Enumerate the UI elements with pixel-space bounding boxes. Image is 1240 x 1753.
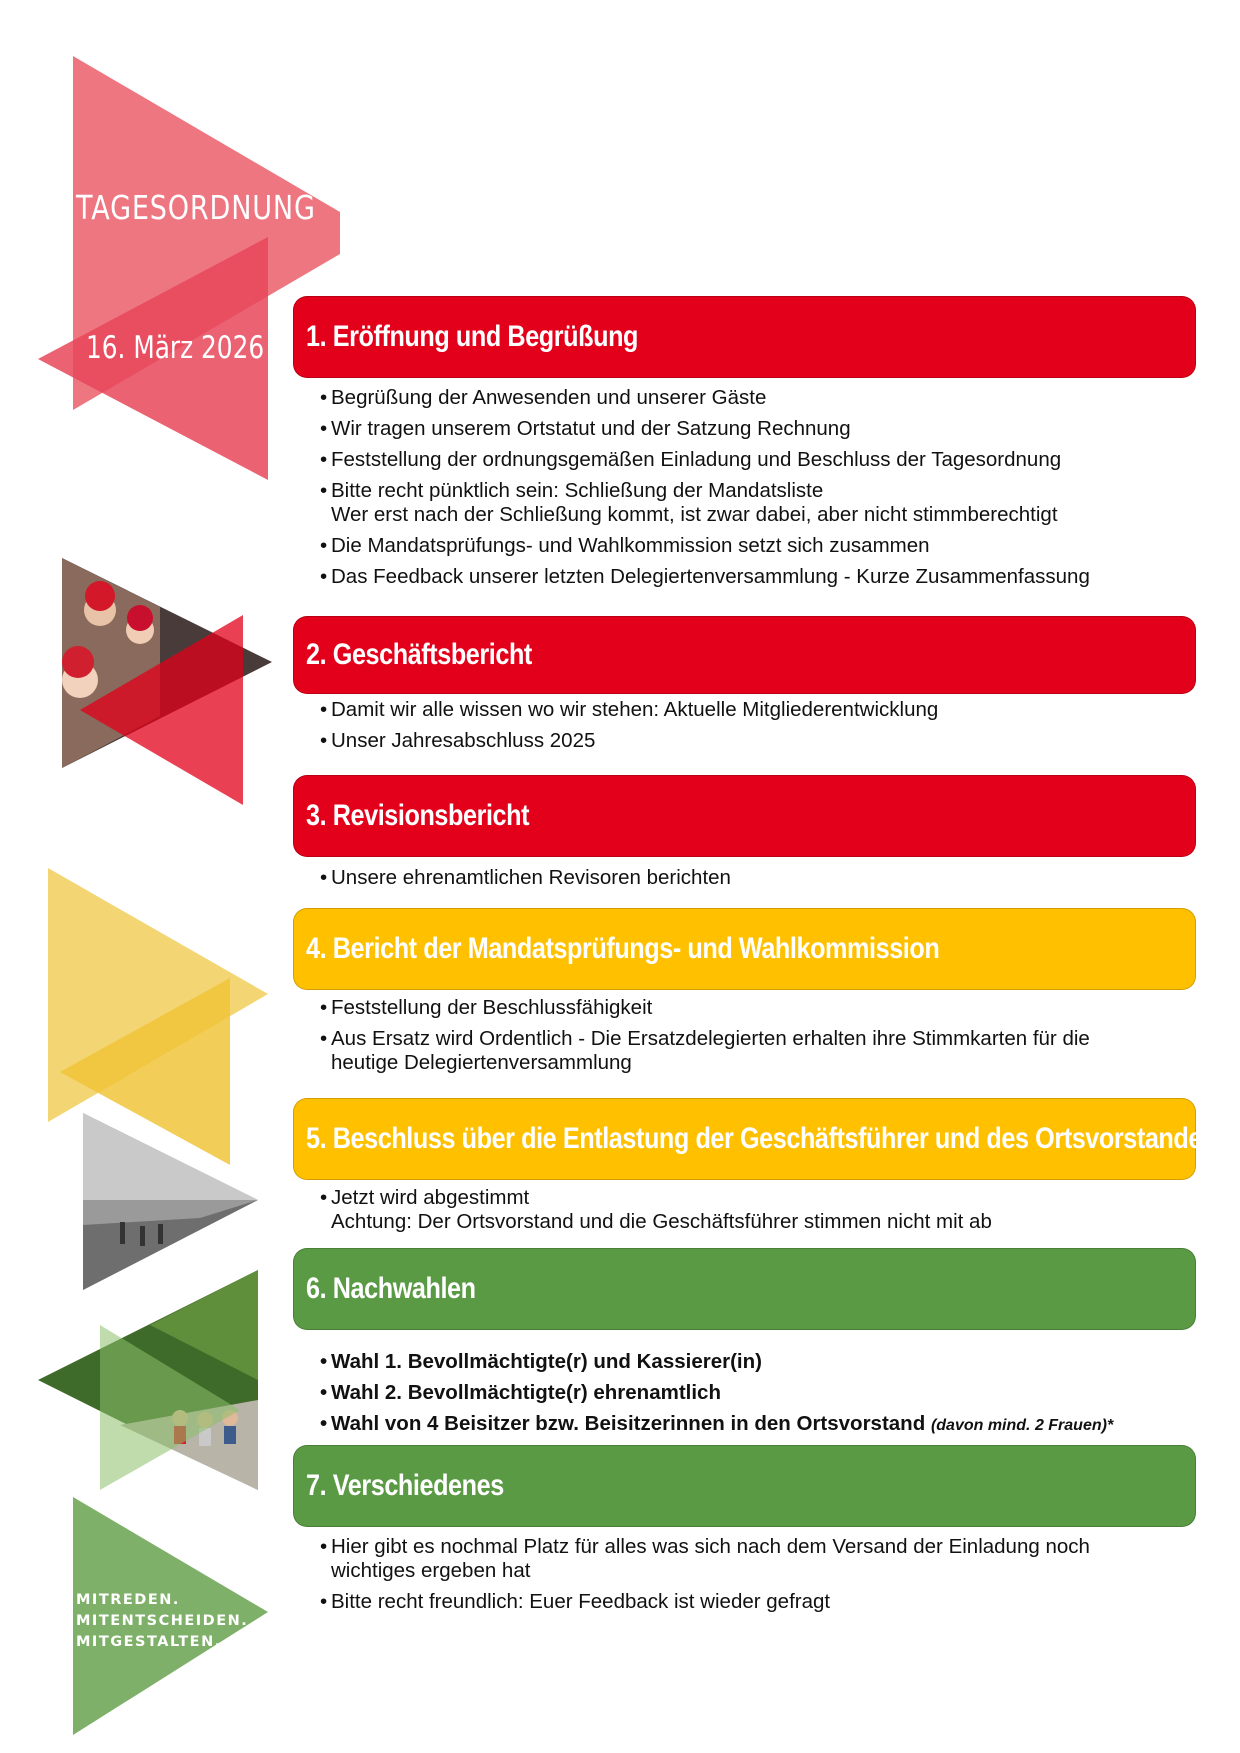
item-line: Jetzt wird abgestimmt <box>331 1186 530 1209</box>
item-line: Aus Ersatz wird Ordentlich - Die Ersatzdelegierten erhalten ihre Stimmkarten für die <box>331 1027 1090 1050</box>
list-item: • Unser Jahresabschluss 2025 <box>320 729 1196 753</box>
slogan <box>76 1590 248 1653</box>
section-header <box>293 908 1196 990</box>
list-item: • Wahl 1. Bevollmächtigte(r) und Kassierer(in) <box>320 1350 1196 1374</box>
section-title: 3. Revisionsbericht <box>306 799 530 832</box>
item-list <box>293 698 1196 753</box>
slogan-line: MITENTSCHEIDEN. <box>76 1613 249 1629</box>
item-list <box>293 996 1196 1075</box>
agenda-section-4 <box>293 908 1196 1082</box>
decorative-triangles <box>0 0 340 1753</box>
list-item <box>320 1412 1196 1438</box>
agenda-section-1 <box>293 296 1196 596</box>
team-photo-1 <box>62 558 272 805</box>
list-item: • Bitte recht freundlich: Euer Feedback ist wieder gefragt <box>320 1590 1196 1614</box>
list-item: • Feststellung der Beschlussfähigkeit <box>320 996 1196 1020</box>
slogan-line: MITREDEN. <box>76 1592 180 1608</box>
list-item: • Damit wir alle wissen wo wir stehen: Aktuelle Mitgliederentwicklung <box>320 698 1196 722</box>
item-list <box>293 1186 1196 1234</box>
section-header <box>293 296 1196 378</box>
item-list <box>293 1535 1196 1614</box>
agenda-section-2 <box>293 616 1196 760</box>
list-item <box>320 1535 1196 1583</box>
section-title: 2. Geschäftsbericht <box>306 638 532 671</box>
item-line: Achtung: Der Ortsvorstand und die Geschäftsführer stimmen nicht mit ab <box>331 1210 992 1233</box>
list-item: • Wir tragen unserem Ortstatut und der Satzung Rechnung <box>320 417 1196 441</box>
group-photo <box>38 1270 258 1490</box>
list-item <box>320 479 1196 527</box>
section-title: 4. Bericht der Mandatsprüfungs- und Wahlkommission <box>306 932 940 965</box>
list-item: • Begrüßung der Anwesenden und unserer Gäste <box>320 386 1196 410</box>
list-item: • Wahl 2. Bevollmächtigte(r) ehrenamtlich <box>320 1381 1196 1405</box>
section-header <box>293 616 1196 694</box>
item-line: heutige Delegiertenversammlung <box>331 1051 632 1074</box>
section-title: 1. Eröffnung und Begrüßung <box>306 320 639 353</box>
landscape-photo <box>83 1113 258 1290</box>
section-title: 6. Nachwahlen <box>306 1272 476 1305</box>
section-header <box>293 1445 1196 1527</box>
item-line: Wahl von 4 Beisitzer bzw. Beisitzerinnen in den Ortsvorstand <box>331 1412 926 1435</box>
slogan-line: MITGESTALTEN. <box>76 1634 222 1650</box>
section-header <box>293 1248 1196 1330</box>
agenda-section-5 <box>293 1098 1216 1241</box>
list-item: • Feststellung der ordnungsgemäßen Einladung und Beschluss der Tagesordnung <box>320 448 1196 472</box>
list-item <box>320 1186 1196 1234</box>
list-item: • Das Feedback unserer letzten Delegiertenversammlung - Kurze Zusammenfassung <box>320 565 1196 589</box>
agenda-section-6 <box>293 1248 1196 1445</box>
item-note: (davon mind. 2 Frauen)* <box>930 1417 1114 1434</box>
page-title: TAGESORDNUNG <box>76 188 316 227</box>
item-line: wichtiges ergeben hat <box>331 1559 531 1582</box>
list-item: • Die Mandatsprüfungs- und Wahlkommission setzt sich zusammen <box>320 534 1196 558</box>
section-title: 7. Verschiedenes <box>306 1469 504 1502</box>
item-line: Hier gibt es nochmal Platz für alles was sich nach dem Versand der Einladung noch <box>331 1535 1090 1558</box>
section-title: 5. Beschluss über die Entlastung der Geschäftsführer und des Ortsvorstandes <box>306 1122 1216 1155</box>
list-item: • Unsere ehrenamtlichen Revisoren berichten <box>320 866 1196 890</box>
item-list <box>293 386 1196 589</box>
section-header <box>293 775 1196 857</box>
agenda-section-7 <box>293 1445 1196 1621</box>
agenda-section-3 <box>293 775 1196 897</box>
list-item <box>320 1027 1196 1075</box>
item-line: Bitte recht pünktlich sein: Schließung der Mandatsliste <box>331 479 824 502</box>
item-list <box>293 1350 1196 1438</box>
item-list <box>293 866 1196 890</box>
section-header <box>293 1098 1216 1180</box>
meeting-date: 16. März 2026 <box>86 330 265 366</box>
item-line: Wer erst nach der Schließung kommt, ist zwar dabei, aber nicht stimmberechtigt <box>331 503 1058 526</box>
